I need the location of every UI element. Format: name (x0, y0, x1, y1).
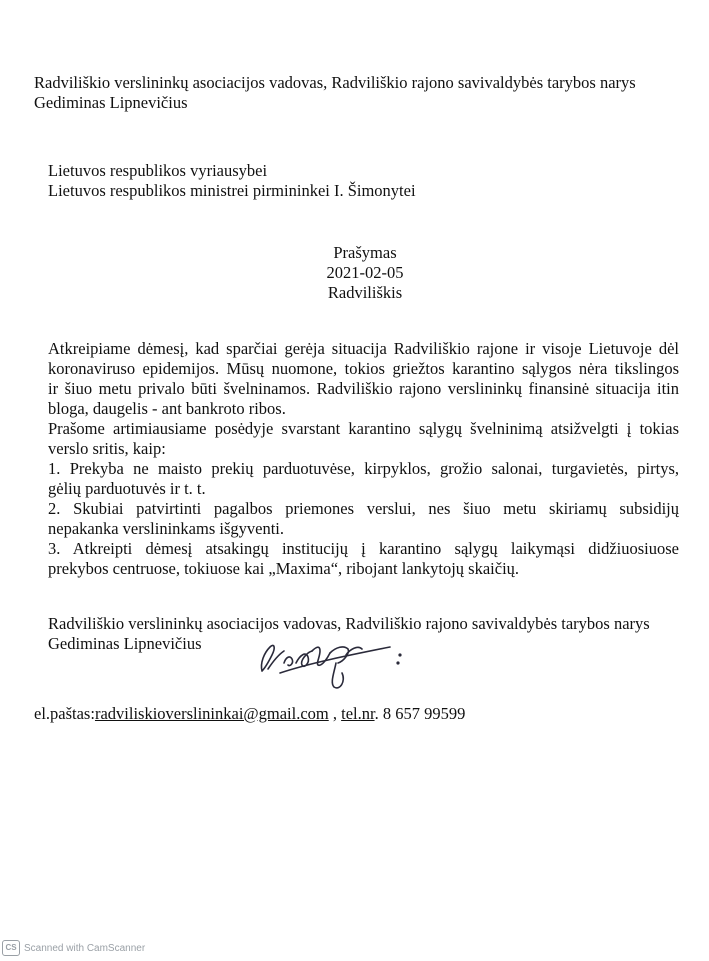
tel-label[interactable]: tel.nr (341, 704, 375, 723)
contact-separator: , (328, 704, 342, 723)
list-item-2-line-1: 2. Skubiai patvirtinti pagalbos priemones verslui, nes šiuo metu skiriamų subsidijų (48, 499, 679, 518)
signoff-line-1: Radviliškio verslininkų asociacijos vadovas, Radviliškio rajono savivaldybės tarybos narys (48, 614, 650, 633)
document-date: 2021-02-05 (326, 263, 404, 282)
list-item-1-line-2: gėlių parduotuvės ir t. t. (48, 479, 206, 498)
contact-line (34, 704, 465, 724)
handwritten-signature (250, 633, 415, 693)
email-prefix: el.paštas: (34, 704, 95, 723)
camscanner-watermark (2, 940, 145, 956)
document-place: Radviliškis (327, 283, 403, 302)
body-p1-line-2: koronaviruso epidemijos. Mūsų nuomone, tokios griežtos karantino sąlygos nėra tikslingos (48, 359, 679, 378)
list-item-3-line-2: prekybos centruose, tokiuose kai „Maxima“, ribojant lankytojų skaičių. (48, 559, 520, 578)
body-p1-line-3: ir šiuo metu privalo būti švelninamos. Radviliškio rajono verslininkų finansinė situacija itin (48, 379, 679, 398)
list-item-3-line-1: 3. Atkreipti dėmesį atsakingų institucijų į karantino sąlygų laikymąsi didžiuosiuose (48, 539, 679, 558)
camscanner-text: Scanned with CamScanner (24, 942, 146, 954)
document-title: Prašymas (333, 243, 397, 262)
addressee-line-1: Lietuvos respublikos vyriausybei (48, 161, 268, 180)
camscanner-logo-icon: CS (2, 940, 20, 956)
list-item-2-line-2: nepakanka verslininkams išgyventi. (48, 519, 284, 538)
signoff-line-2: Gediminas Lipnevičius (48, 634, 202, 653)
header-line-2: Gediminas Lipnevičius (34, 93, 188, 112)
body-p2-line-2: verslo sritis, kaip: (48, 439, 166, 458)
header-line-1: Radviliškio verslininkų asociacijos vadovas, Radviliškio rajono savivaldybės tarybos narys (34, 73, 636, 92)
body-p1-line-1: Atkreipiame dėmesį, kad sparčiai gerėja situacija Radviliškio rajone ir visoje Lietuvoje dėl (48, 339, 679, 358)
body-p2-line-1: Prašome artimiausiame posėdyje svarstant karantino sąlygų švelninimą atsižvelgti į tokias (48, 419, 679, 438)
list-item-1-line-1: 1. Prekyba ne maisto prekių parduotuvėse, kirpyklos, grožio salonai, turgavietės, pirtys, (48, 459, 679, 478)
addressee-line-2: Lietuvos respublikos ministrei pirmininkei I. Šimonytei (48, 181, 416, 200)
email-link[interactable]: radviliskioverslininkai@gmail.com (94, 704, 329, 723)
tel-number: . 8 657 99599 (374, 704, 466, 723)
body-p1-line-4: bloga, daugelis - ant bankroto ribos. (48, 399, 286, 418)
